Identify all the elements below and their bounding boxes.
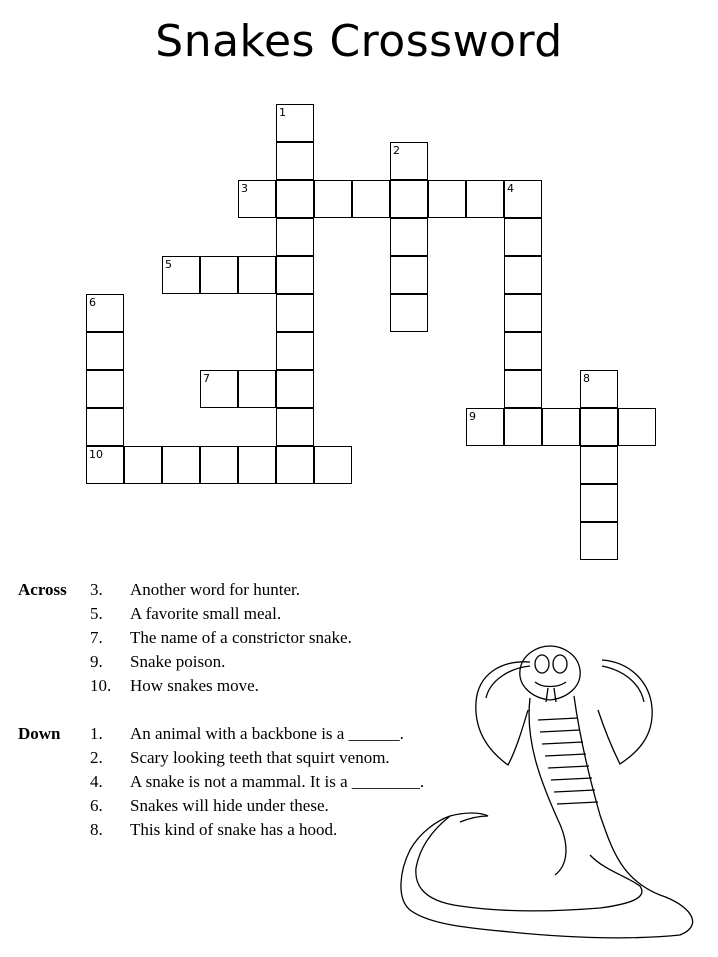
section-heading [18, 818, 90, 842]
grid-cell[interactable] [504, 370, 542, 408]
section-heading [18, 674, 90, 698]
grid-cell[interactable] [200, 370, 238, 408]
grid-cell[interactable] [162, 256, 200, 294]
clue-number: 6. [90, 796, 103, 815]
grid-cell[interactable] [238, 256, 276, 294]
grid-cell[interactable] [504, 408, 542, 446]
grid-cell[interactable] [580, 408, 618, 446]
clue-number: 2. [90, 748, 103, 767]
grid-cell[interactable] [580, 484, 618, 522]
grid-cell[interactable] [276, 142, 314, 180]
grid-cell[interactable] [276, 218, 314, 256]
section-heading [18, 794, 90, 818]
grid-cell[interactable] [504, 256, 542, 294]
clue-number: 8. [90, 820, 103, 839]
clue-number: 4 [507, 182, 514, 195]
clue-text: Another word for hunter. [130, 580, 300, 599]
section-heading: Across [18, 580, 67, 599]
grid-cell[interactable] [276, 446, 314, 484]
grid-cell[interactable] [276, 370, 314, 408]
grid-cell[interactable] [86, 294, 124, 332]
grid-cell[interactable] [276, 180, 314, 218]
clue-number: 4. [90, 772, 103, 791]
grid-cell[interactable] [428, 180, 466, 218]
section-heading [18, 770, 90, 794]
clue-row [18, 578, 424, 602]
clue-text: This kind of snake has a hood. [130, 820, 338, 839]
clue-text: A favorite small meal. [130, 604, 282, 623]
clue-row [18, 650, 424, 674]
grid-cell[interactable] [200, 256, 238, 294]
clue-row [18, 746, 424, 770]
grid-cell[interactable] [276, 104, 314, 142]
grid-cell[interactable] [314, 180, 352, 218]
clue-number: 10. [90, 676, 112, 695]
clue-number: 9 [469, 410, 476, 423]
grid-cell[interactable] [276, 256, 314, 294]
down-clues [18, 722, 424, 842]
clue-text: An animal with a backbone is a ______. [130, 724, 404, 743]
grid-cell[interactable] [276, 294, 314, 332]
section-heading [18, 626, 90, 650]
grid-cell[interactable] [162, 446, 200, 484]
clue-number: 6 [89, 296, 96, 309]
clue-row [18, 602, 424, 626]
clue-text: The name of a constrictor snake. [130, 628, 352, 647]
grid-cell[interactable] [238, 370, 276, 408]
grid-cell[interactable] [542, 408, 580, 446]
clue-row [18, 794, 424, 818]
clue-text: A snake is not a mammal. It is a ________. [130, 772, 425, 791]
grid-cell[interactable] [352, 180, 390, 218]
clue-text: Snake poison. [130, 652, 226, 671]
clue-number: 3 [241, 182, 248, 195]
grid-cell[interactable] [390, 180, 428, 218]
clue-row [18, 770, 424, 794]
clue-number: 10 [89, 448, 103, 461]
grid-cell[interactable] [390, 256, 428, 294]
grid-cell[interactable] [86, 332, 124, 370]
clue-row [18, 722, 424, 746]
clue-number: 1. [90, 724, 103, 743]
clue-number: 3. [90, 580, 103, 599]
grid-cell[interactable] [86, 446, 124, 484]
section-heading [18, 602, 90, 626]
clue-row [18, 674, 424, 698]
grid-cell[interactable] [276, 332, 314, 370]
clue-number: 1 [279, 106, 286, 119]
grid-cell[interactable] [86, 408, 124, 446]
page-title: Snakes Crossword [155, 16, 563, 67]
clue-number: 9. [90, 652, 103, 671]
clue-row [18, 626, 424, 650]
clue-text: Scary looking teeth that squirt venom. [130, 748, 390, 767]
clue-number: 5 [165, 258, 172, 271]
grid-cell[interactable] [314, 446, 352, 484]
clue-number: 7 [203, 372, 210, 385]
grid-cell[interactable] [504, 294, 542, 332]
grid-cell[interactable] [504, 218, 542, 256]
grid-cell[interactable] [504, 332, 542, 370]
grid-cell[interactable] [86, 370, 124, 408]
grid-cell[interactable] [580, 446, 618, 484]
clues-list [18, 578, 424, 866]
clue-number: 5. [90, 604, 103, 623]
section-heading [18, 650, 90, 674]
clue-number: 7. [90, 628, 103, 647]
grid-cell[interactable] [276, 408, 314, 446]
grid-cell[interactable] [200, 446, 238, 484]
grid-cell[interactable] [124, 446, 162, 484]
clue-number: 2 [393, 144, 400, 157]
grid-cell[interactable] [466, 180, 504, 218]
grid-cell[interactable] [238, 180, 276, 218]
grid-cell[interactable] [390, 218, 428, 256]
grid-cell[interactable] [390, 142, 428, 180]
grid-cell[interactable] [504, 180, 542, 218]
section-heading [18, 746, 90, 770]
clue-text: How snakes move. [130, 676, 259, 695]
grid-cell[interactable] [238, 446, 276, 484]
clue-number: 8 [583, 372, 590, 385]
across-clues [18, 578, 424, 698]
grid-cell[interactable] [618, 408, 656, 446]
grid-cell[interactable] [580, 370, 618, 408]
clue-text: Snakes will hide under these. [130, 796, 329, 815]
grid-cell[interactable] [580, 522, 618, 560]
grid-cell[interactable] [466, 408, 504, 446]
section-heading: Down [18, 724, 61, 743]
grid-cell[interactable] [390, 294, 428, 332]
clue-row [18, 818, 424, 842]
cobra-illustration [390, 640, 710, 940]
